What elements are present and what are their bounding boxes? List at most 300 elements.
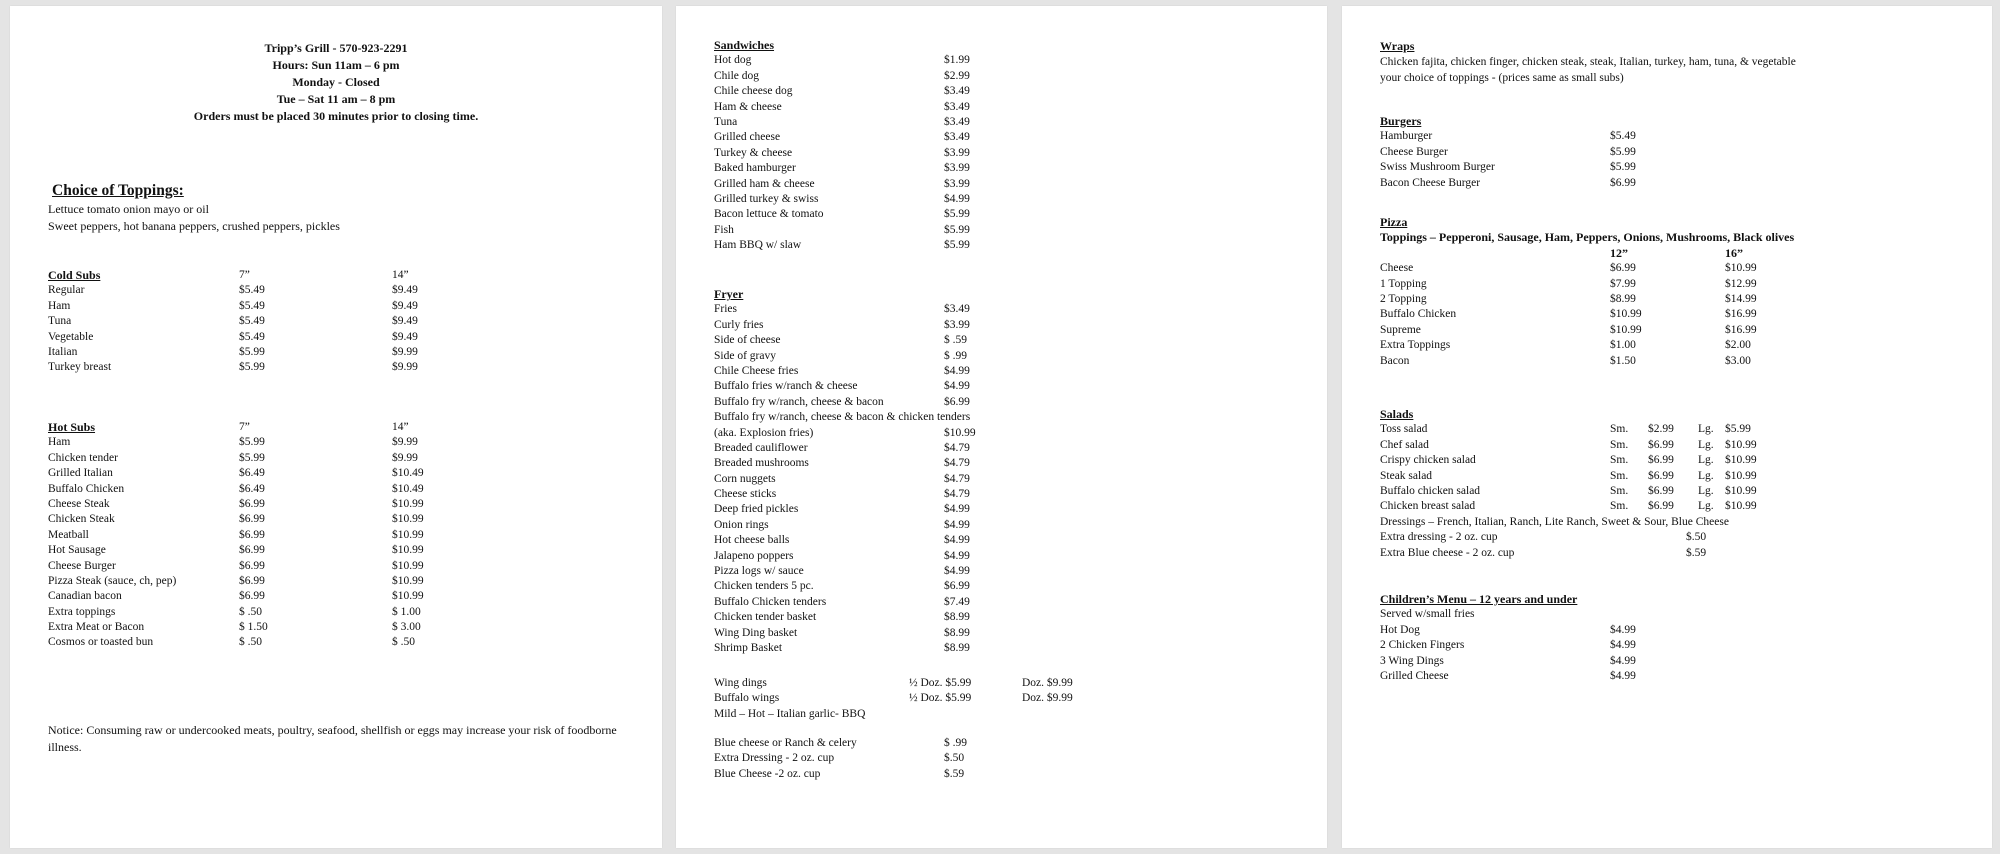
menu-item-row [714,564,1303,579]
item-price: $ 3.00 [392,621,421,634]
item-name: Baked hamburger [714,162,796,175]
size-7-label: 7” [239,269,250,281]
menu-item-row [714,751,1303,766]
item-price: $5.99 [239,345,265,358]
toppings-line: Sweet peppers, hot banana peppers, crushed peppers, pickles [48,219,340,233]
menu-item-row [48,360,638,375]
sandwiches-section [714,38,1303,253]
item-name: Toss salad [1380,423,1428,436]
item-name: 3 Wing Dings [1380,654,1444,667]
wings-section [714,676,1303,722]
item-name: Cheese Burger [48,559,116,572]
salads-title: Salads [1380,407,1414,421]
menu-item-row [714,130,1303,145]
item-name: Steak salad [1380,469,1433,482]
menu-item-row [1380,176,1968,191]
item-name: Onion rings [714,518,769,531]
menu-item-row [48,543,638,558]
item-price: Sm. [1610,469,1629,482]
item-price: $ 1.00 [392,605,421,618]
item-price: $6.49 [239,467,265,480]
item-name: Chile cheese dog [714,85,793,98]
item-price: $2.99 [944,69,970,82]
item-price: $10.99 [1725,469,1757,482]
item-name: Grilled ham & cheese [714,177,815,190]
item-price: $4.99 [944,534,970,547]
item-price: $10.49 [392,467,424,480]
menu-item-row [1380,307,1968,322]
item-name: Buffalo Chicken tenders [714,595,827,608]
item-name: Chef salad [1380,438,1429,451]
item-price: $7.99 [1610,277,1636,290]
menu-item-row [714,349,1303,364]
menu-item-row [714,364,1303,379]
menu-item-row [48,512,638,527]
item-price: $5.49 [239,315,265,328]
item-price: $3.49 [944,131,970,144]
item-name: Ham & cheese [714,100,782,113]
wraps-line: Chicken fajita, chicken finger, chicken steak, steak, Italian, turkey, ham, tuna, & vegetable [1380,56,1796,69]
menu-item-row [48,559,638,574]
menu-item-row [1380,354,1968,369]
item-name: Fries [714,303,737,316]
item-price: $5.99 [239,451,265,464]
item-name: Curly fries [714,318,764,331]
item-price: $2.00 [1725,339,1751,352]
hot-subs-header [48,420,638,435]
menu-item-row [714,626,1303,641]
item-name: Tuna [48,315,72,328]
item-price: Sm. [1610,500,1629,513]
item-name: Extra toppings [48,605,116,618]
menu-item-row [1380,469,1968,484]
menu-item-row [48,497,638,512]
item-price: Lg. [1698,469,1714,482]
item-price: $3.99 [944,177,970,190]
item-price: $4.99 [1610,669,1636,682]
item-price: Lg. [1698,423,1714,436]
menu-item-row [48,482,638,497]
item-price: ½ Doz. $5.99 [909,692,972,705]
hot-subs-section [48,420,638,651]
item-price: $9.49 [392,284,418,297]
menu-item-row [48,314,638,329]
item-price: $10.99 [1725,262,1757,275]
menu-item-row [714,610,1303,625]
item-name: Wing Ding basket [714,626,798,639]
item-price: $5.49 [239,284,265,297]
item-price: $4.99 [1610,639,1636,652]
item-price: $5.99 [1610,145,1636,158]
item-price: $1.99 [944,54,970,67]
menu-item-row [714,676,1303,691]
item-price: $6.99 [239,574,265,587]
item-name: Pizza logs w/ sauce [714,565,804,578]
item-name: Crispy chicken salad [1380,454,1476,467]
item-name: Shrimp Basket [714,641,783,654]
item-price: $4.99 [944,518,970,531]
restaurant-header [10,40,662,125]
item-price: $ .59 [944,334,967,347]
item-name: Grilled Italian [48,467,113,480]
dressing-extras-section [714,736,1303,782]
cold-subs-header [48,268,638,283]
item-name: Side of gravy [714,349,776,362]
size-16-label: 16” [1725,245,1743,260]
menu-item-row [714,318,1303,333]
item-price: $10.49 [392,482,424,495]
item-name: Turkey breast [48,361,112,374]
item-name: Buffalo chicken salad [1380,484,1481,497]
menu-item-row [714,161,1303,176]
item-price: $6.99 [239,590,265,603]
item-price: $6.99 [239,559,265,572]
item-price: $4.79 [944,457,970,470]
item-price: $4.99 [944,192,970,205]
item-price: $9.49 [392,299,418,312]
menu-item-row [1380,292,1968,307]
item-price: $ .50 [392,636,415,649]
item-name: Wing dings [714,677,767,689]
item-price: $3.99 [944,318,970,331]
item-price: $6.99 [1648,500,1674,513]
menu-item-row [48,589,638,604]
menu-item-row [714,579,1303,594]
item-name: Bacon lettuce & tomato [714,208,824,221]
item-name: Deep fried pickles [714,503,799,516]
item-name: Fish [714,223,734,236]
item-price: $1.00 [1610,339,1636,352]
item-price: $10.99 [1725,454,1757,467]
item-price: $4.99 [944,565,970,578]
salads-section [1380,407,1968,561]
item-name: Tuna [714,115,738,128]
item-price: $6.49 [239,482,265,495]
item-name: Chicken tender basket [714,611,817,624]
menu-item-row [1380,160,1968,175]
menu-page-2 [676,6,1327,848]
item-price: $5.49 [239,330,265,343]
menu-item-row [714,146,1303,161]
item-name: Vegetable [48,330,94,343]
fryer-title: Fryer [714,287,744,301]
item-name: Cheese sticks [714,488,777,501]
item-name: Buffalo fry w/ranch, cheese & bacon [714,395,884,408]
item-name: Extra Dressing - 2 oz. cup [714,752,835,765]
menu-item-row [714,238,1303,253]
item-price: $6.99 [1648,484,1674,497]
item-price: $ .50 [239,605,262,618]
menu-item-row [1380,129,1968,144]
item-price: $6.99 [1610,262,1636,275]
cold-subs-section [48,268,638,376]
childrens-title: Children’s Menu – 12 years and under [1380,592,1578,606]
toppings-line: Lettuce tomato onion mayo or oil [48,202,209,216]
menu-item-row [714,441,1303,456]
explosion-fries-line: Buffalo fry w/ranch, cheese & bacon & chicken tenders [714,411,971,424]
item-price: $ .99 [944,349,967,362]
item-name: (aka. Explosion fries) [714,426,814,439]
item-name: Grilled cheese [714,131,781,144]
sandwiches-title: Sandwiches [714,38,775,52]
menu-item-row [714,207,1303,222]
item-price: $5.99 [1725,423,1751,436]
item-price: $3.49 [944,115,970,128]
item-price: $1.50 [1610,354,1636,367]
item-price: Sm. [1610,484,1629,497]
item-price: $10.99 [1725,484,1757,497]
item-price: Sm. [1610,438,1629,451]
menu-item-row [48,330,638,345]
item-price: $5.99 [944,223,970,236]
menu-item-row [714,333,1303,348]
menu-item-row [1380,145,1968,160]
item-name: Chile Cheese fries [714,364,799,377]
item-name: Grilled turkey & swiss [714,192,819,205]
item-price: $9.99 [392,345,418,358]
item-name: Hot Sausage [48,544,106,557]
menu-item-row [714,472,1303,487]
size-12-label: 12” [1610,245,1628,260]
dressings-line: Dressings – French, Italian, Ranch, Lite Ranch, Sweet & Sour, Blue Cheese [1380,515,1729,528]
menu-item-row [714,736,1303,751]
pizza-toppings: Toppings – Pepperoni, Sausage, Ham, Peppers, Onions, Mushrooms, Black olives [1380,230,1795,245]
menu-item-row [1380,261,1968,276]
menu-item-row [1380,453,1968,468]
header-line: Monday - Closed [292,75,380,89]
item-name: Ham [48,436,71,449]
item-price: $10.99 [944,426,976,439]
menu-item-row [714,641,1303,656]
item-price: $4.99 [1610,654,1636,667]
item-price: $12.99 [1725,277,1757,290]
item-name: Buffalo Chicken [1380,308,1457,321]
item-price: $5.99 [1610,161,1636,174]
menu-item-row [714,487,1303,502]
header-line: Hours: Sun 11am – 6 pm [272,58,400,72]
item-price: $6.99 [944,395,970,408]
menu-item-row [714,84,1303,99]
menu-item-row [48,635,638,650]
item-price: Sm. [1610,454,1629,467]
item-price: $.50 [944,752,965,765]
item-price: ½ Doz. $5.99 [909,677,972,689]
menu-item-row [1380,530,1968,545]
item-price: $10.99 [392,590,424,603]
menu-item-row [1380,546,1968,561]
item-price: $7.49 [944,595,970,608]
item-price: $ .50 [239,636,262,649]
item-name: Side of cheese [714,334,781,347]
item-price: $6.99 [1610,176,1636,189]
item-price: $5.49 [239,299,265,312]
item-name: Corn nuggets [714,472,776,485]
menu-page-1 [10,6,662,848]
menu-item-row [48,620,638,635]
childrens-subtitle: Served w/small fries [1380,608,1475,621]
item-name: Extra dressing - 2 oz. cup [1380,531,1498,544]
menu-item-row [714,767,1303,782]
menu-item-row [48,451,638,466]
item-name: Swiss Mushroom Burger [1380,161,1495,174]
menu-item-row [1380,422,1968,437]
item-price: $ 1.50 [239,621,268,634]
item-price: $3.99 [944,162,970,175]
item-name: Cheese Steak [48,497,110,510]
item-name: Blue cheese or Ranch & celery [714,737,857,749]
menu-item-row [714,177,1303,192]
item-price: $4.99 [1610,623,1636,636]
item-name: Hamburger [1380,130,1433,143]
item-price: $8.99 [944,626,970,639]
wraps-section [1380,39,1968,86]
item-name: Ham BBQ w/ slaw [714,239,802,252]
menu-item-row [714,549,1303,564]
childrens-menu-section [1380,592,1968,684]
toppings-title: Choice of Toppings: [52,182,184,199]
item-name: Buffalo fries w/ranch & cheese [714,380,858,393]
menu-item-row [714,502,1303,517]
menu-item-row [714,53,1303,68]
item-price: $5.99 [239,436,265,449]
header-line: Tue – Sat 11 am – 8 pm [276,92,396,106]
menu-item-row [48,299,638,314]
item-price: Lg. [1698,438,1714,451]
item-price: $9.99 [392,361,418,374]
menu-item-row [714,518,1303,533]
item-price: $6.99 [239,528,265,541]
item-price: $5.99 [944,239,970,252]
cold-subs-title: Cold Subs [48,268,101,282]
item-price: $10.99 [1725,438,1757,451]
item-price: $8.99 [944,611,970,624]
burgers-section [1380,114,1968,191]
item-price: $16.99 [1725,323,1757,336]
menu-item-row [48,574,638,589]
item-name: Chile dog [714,69,760,82]
item-name: Extra Blue cheese - 2 oz. cup [1380,546,1515,559]
menu-item-row [48,435,638,450]
menu-item-row [1380,638,1968,653]
item-price: $9.99 [392,436,418,449]
item-price: $.59 [1686,546,1707,559]
item-price: Sm. [1610,423,1629,436]
item-name: Hot Dog [1380,623,1420,636]
menu-item-row [48,528,638,543]
item-price: $8.99 [944,641,970,654]
item-price: $ .99 [944,737,967,749]
item-price: $6.99 [1648,469,1674,482]
item-name: Breaded cauliflower [714,441,808,454]
item-price: $6.99 [944,580,970,593]
item-name: 2 Topping [1380,292,1427,305]
menu-item-row [1380,669,1968,684]
item-price: $3.49 [944,85,970,98]
menu-item-row [714,223,1303,238]
size-14-label: 14” [392,269,409,281]
menu-item-row [714,69,1303,84]
menu-page-3 [1342,6,1992,848]
item-price: $10.99 [392,497,424,510]
item-price: $10.99 [392,574,424,587]
menu-item-row [1380,499,1968,514]
item-price: $10.99 [392,544,424,557]
item-price: $5.99 [944,208,970,221]
menu-item-row [714,426,1303,441]
item-name: Supreme [1380,323,1421,336]
menu-item-row [1380,323,1968,338]
item-name: Jalapeno poppers [714,549,794,562]
item-price: $3.49 [944,303,970,316]
item-name: Ham [48,299,71,312]
item-price: $9.49 [392,330,418,343]
item-price: $4.99 [944,364,970,377]
item-price: $10.99 [392,559,424,572]
item-price: $2.99 [1648,423,1674,436]
menu-item-row [714,302,1303,317]
item-name: Cheese [1380,262,1414,275]
item-price: $6.99 [239,544,265,557]
item-name: Bacon Cheese Burger [1380,176,1481,189]
item-price: $10.99 [392,528,424,541]
item-name: Blue Cheese -2 oz. cup [714,767,821,780]
item-name: Italian [48,345,78,358]
item-price: $6.99 [1648,438,1674,451]
item-price: $16.99 [1725,308,1757,321]
item-price: Lg. [1698,500,1714,513]
menu-item-row [1380,654,1968,669]
menu-item-row [714,595,1303,610]
item-price: $4.79 [944,441,970,454]
item-price: $6.99 [1648,454,1674,467]
item-price: $5.99 [239,361,265,374]
item-price: Lg. [1698,454,1714,467]
toppings-section [48,181,638,235]
item-price: $4.79 [944,488,970,501]
item-price: $10.99 [1725,500,1757,513]
pizza-section [1380,215,1968,369]
item-name: Meatball [48,528,89,541]
item-name: Extra Meat or Bacon [48,621,145,634]
menu-item-row [714,456,1303,471]
size-14-label: 14” [392,421,409,433]
item-name: Breaded mushrooms [714,457,809,470]
item-price: Doz. $9.99 [1022,692,1073,705]
item-name: Buffalo Chicken [48,482,125,495]
item-price: $10.99 [1610,323,1642,336]
menu-item-row [48,466,638,481]
menu-item-row [714,115,1303,130]
wing-flavors: Mild – Hot – Italian garlic- BBQ [714,707,866,720]
menu-item-row [1380,338,1968,353]
menu-item-row [714,533,1303,548]
menu-item-row [1380,623,1968,638]
item-name: Chicken tender [48,451,118,464]
item-price: $9.99 [392,451,418,464]
item-name: Extra Toppings [1380,339,1451,352]
menu-item-row [48,283,638,298]
menu-item-row [714,192,1303,207]
item-price: $3.99 [944,146,970,159]
item-price: $9.49 [392,315,418,328]
item-price: $14.99 [1725,292,1757,305]
menu-item-row [714,691,1303,706]
item-name: Regular [48,284,85,297]
item-name: Bacon [1380,354,1410,367]
item-name: Hot dog [714,54,752,67]
menu-item-row [48,345,638,360]
pizza-title: Pizza [1380,215,1408,229]
